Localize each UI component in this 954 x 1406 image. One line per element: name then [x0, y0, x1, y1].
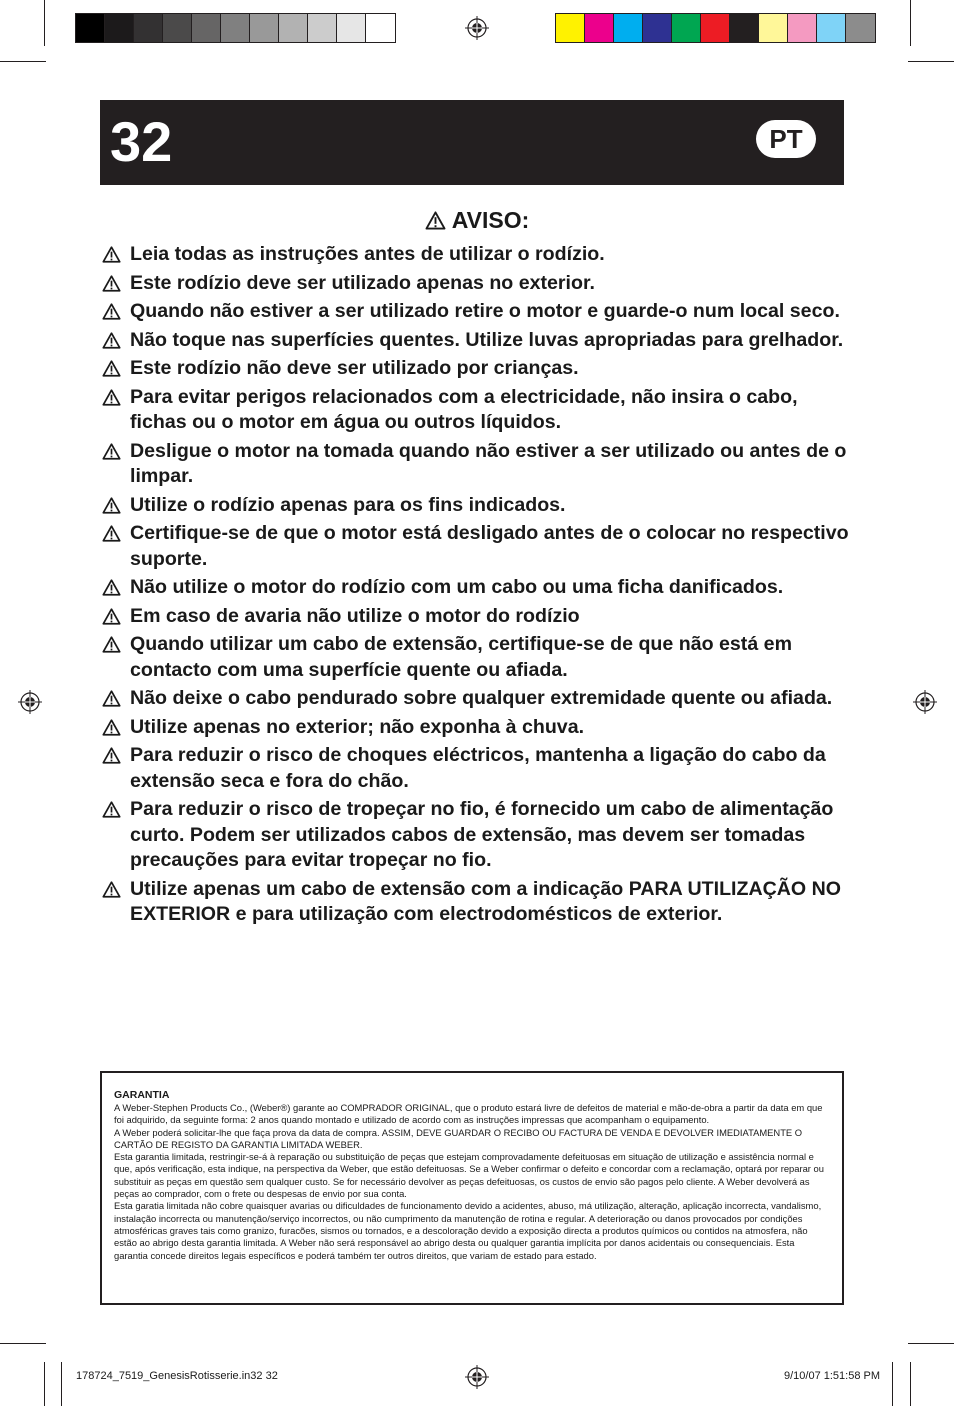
color-swatch	[817, 14, 846, 42]
warning-item-text: Não toque nas superfícies quentes. Utilize luvas apropriadas para grelhador.	[130, 328, 844, 351]
warning-triangle-icon	[102, 579, 121, 596]
warning-triangle-icon	[102, 246, 121, 263]
crop-mark	[44, 0, 45, 46]
registration-mark-icon	[465, 16, 489, 40]
warning-item	[102, 328, 852, 354]
warning-triangle-icon	[102, 719, 121, 736]
warning-heading	[0, 205, 954, 235]
warning-item-text: Certifique-se de que o motor está desligado antes de o colocar no respectivo suporte.	[130, 522, 849, 570]
language-badge: PT	[756, 120, 816, 158]
crop-mark	[0, 61, 46, 62]
warning-item	[102, 715, 852, 741]
warning-item-text: Este rodízio não deve ser utilizado por crianças.	[130, 357, 579, 379]
color-swatch	[192, 14, 221, 42]
footer-file-info: 178724_7519_GenesisRotisserie.in32 32	[76, 1370, 278, 1382]
color-swatch	[221, 14, 250, 42]
crop-mark	[910, 1362, 911, 1406]
warning-item-text: Para reduzir o risco de tropeçar no fio, é fornecido um cabo de alimentação curto. Podem ser utilizados cabos de extensão, mas devem ser tomadas precauções para evitar tropeçar no fio.	[130, 798, 834, 871]
warning-triangle-icon	[102, 881, 121, 898]
color-swatch	[366, 14, 395, 42]
warning-triangle-icon	[102, 389, 121, 406]
crop-mark	[892, 1362, 893, 1406]
warranty-paragraph: A Weber-Stephen Products Co., (Weber®) garante ao COMPRADOR ORIGINAL, que o produto estará livre de defeitos de material e mão-de-obra a partir da data em que foi adquirido, da seguinte forma: 2 anos quando montado e utilizado de acordo com as instruções impressas que acompanham o equipamento.	[114, 1102, 823, 1126]
warranty-paragraph: A Weber poderá solicitar-lhe que faça prova da data de compra. ASSIM, DEVE GUARDAR O RECIBO OU FACTURA DE VENDA E DEVOLVER IMEDIATAMENTE O CARTÃO DE REGISTO DA GARANTIA LIMITADA WEBER.	[114, 1126, 803, 1150]
warning-triangle-icon	[102, 360, 121, 377]
warning-triangle-icon	[425, 211, 446, 230]
footer-date-time: 9/10/07 1:51:58 PM	[783, 1370, 880, 1382]
color-swatch	[250, 14, 279, 42]
color-swatch	[846, 14, 875, 42]
crop-mark	[908, 61, 954, 62]
page-number: 32	[110, 110, 173, 173]
crop-mark	[44, 1362, 45, 1406]
warning-triangle-icon	[102, 275, 121, 292]
warning-item	[102, 877, 852, 928]
color-swatch	[585, 14, 614, 42]
warning-triangle-icon	[102, 690, 121, 707]
warning-triangle-icon	[102, 525, 121, 542]
warning-item	[102, 797, 852, 874]
warning-item-text: Utilize apenas no exterior; não exponha à chuva.	[130, 715, 585, 738]
warning-item	[102, 385, 852, 436]
warning-triangle-icon	[102, 747, 121, 764]
color-swatch	[76, 14, 105, 42]
color-swatch	[730, 14, 759, 42]
warning-item-text: Utilize apenas um cabo de extensão com a indicação PARA UTILIZAÇÃO NO EXTERIOR e para utilização com electrodomésticos de exterior.	[130, 877, 841, 925]
warning-item-text: Não utilize o motor do rodízio com um cabo ou uma ficha danificados.	[130, 576, 784, 598]
crop-mark	[908, 1343, 954, 1344]
warning-item	[102, 493, 852, 519]
warning-title: AVISO:	[451, 207, 530, 233]
color-swatch	[788, 14, 817, 42]
warning-item	[102, 242, 852, 268]
warning-triangle-icon	[102, 497, 121, 514]
warning-item-text: Este rodízio deve ser utilizado apenas no exterior.	[130, 271, 595, 294]
warning-item	[102, 521, 852, 572]
crop-mark	[0, 1343, 46, 1344]
color-swatch	[105, 14, 134, 42]
warning-list	[102, 242, 852, 931]
warranty-paragraph: Esta garatia limitada não cobre quaisquer avarias ou dificuldades de funcionamento devido a acidentes, abuso, má utilização, alteração, aplicação incorrecta, vandalismo, instalação incorrecta ou manutenção/serviço incorrectos, ou não cumprimento da manutenção de rotina e regular. A deterioração ou danos provocados por condições atmosféricas graves tais como granizo, furacões, sismos ou tornados, e a descoloração devido a exposição directa a produtos químicos ou contidos na atmosfera, não estão ao abrigo desta garantia limitada. A Weber não será responsável ao abrigo desta ou qualquer garantia implícita por danos acidentais ou consequenciais. Esta garantia concede direitos legais específicos e poderá também ter outros direitos, que variam de estado para estado.	[114, 1200, 822, 1261]
color-swatch	[614, 14, 643, 42]
warning-triangle-icon	[102, 443, 121, 460]
color-swatch	[337, 14, 366, 42]
color-swatch	[279, 14, 308, 42]
warning-item	[102, 356, 852, 382]
warning-item	[102, 575, 852, 601]
warning-item-text: Leia todas as instruções antes de utilizar o rodízio.	[130, 243, 605, 265]
warranty-title: GARANTIA	[114, 1089, 170, 1101]
warning-item	[102, 743, 852, 794]
warning-triangle-icon	[102, 332, 121, 349]
warning-item-text: Quando utilizar um cabo de extensão, certifique-se de que não está em contacto com uma superfície quente ou afiada.	[130, 633, 792, 681]
warranty-paragraph: Esta garantia limitada, restringir-se-á à reparação ou substituição de peças que estejam comprovadamente defeituosas em situação de utilização e assistência normal e que, após verificação, esta indique, na perspectiva da Weber, que estão defeituosas. Se a Weber confirmar o defeito e concordar com a reclamação, optará por reparar ou substituir as peças em questão sem qualquer custo. Se for necessário devolver as peças defeituosas, os custos de envio são pagos pelo cliente. A Weber devolverá as peças ao comprador, com o frete ou despesas de envio por sua conta.	[114, 1151, 824, 1200]
crop-mark	[910, 0, 911, 46]
color-swatch	[643, 14, 672, 42]
process-color-bar	[555, 13, 876, 43]
warning-triangle-icon	[102, 303, 121, 320]
warning-item	[102, 299, 852, 325]
warning-item-text: Em caso de avaria não utilize o motor do rodízio	[130, 604, 580, 627]
warning-item	[102, 271, 852, 297]
color-swatch	[759, 14, 788, 42]
warning-item	[102, 604, 852, 630]
color-swatch	[672, 14, 701, 42]
warning-item	[102, 686, 852, 712]
warning-item-text: Para evitar perigos relacionados com a electricidade, não insira o cabo, fichas ou o motor em água ou outros líquidos.	[130, 385, 798, 433]
page-header-band	[100, 100, 844, 185]
registration-mark-icon	[913, 690, 937, 714]
crop-mark	[61, 1362, 62, 1406]
color-swatch	[163, 14, 192, 42]
warning-item-text: Não deixe o cabo pendurado sobre qualquer extremidade quente ou afiada.	[130, 687, 833, 709]
warning-item-text: Quando não estiver a ser utilizado retire o motor e guarde-o num local seco.	[130, 300, 840, 322]
warning-item-text: Desligue o motor na tomada quando não estiver a ser utilizado ou antes de o limpar.	[130, 439, 847, 487]
registration-mark-icon	[465, 1365, 489, 1389]
color-swatch	[556, 14, 585, 42]
warning-triangle-icon	[102, 801, 121, 818]
color-swatch	[134, 14, 163, 42]
registration-mark-icon	[18, 690, 42, 714]
warning-item	[102, 632, 852, 683]
warning-item-text: Para reduzir o risco de choques eléctricos, mantenha a ligação do cabo da extensão seca e fora do chão.	[130, 744, 826, 792]
warning-triangle-icon	[102, 608, 121, 625]
warning-item-text: Utilize o rodízio apenas para os fins indicados.	[130, 493, 566, 516]
warranty-box	[100, 1071, 844, 1305]
grayscale-color-bar	[75, 13, 396, 43]
color-swatch	[308, 14, 337, 42]
warning-item	[102, 439, 852, 490]
color-swatch	[701, 14, 730, 42]
warning-triangle-icon	[102, 636, 121, 653]
